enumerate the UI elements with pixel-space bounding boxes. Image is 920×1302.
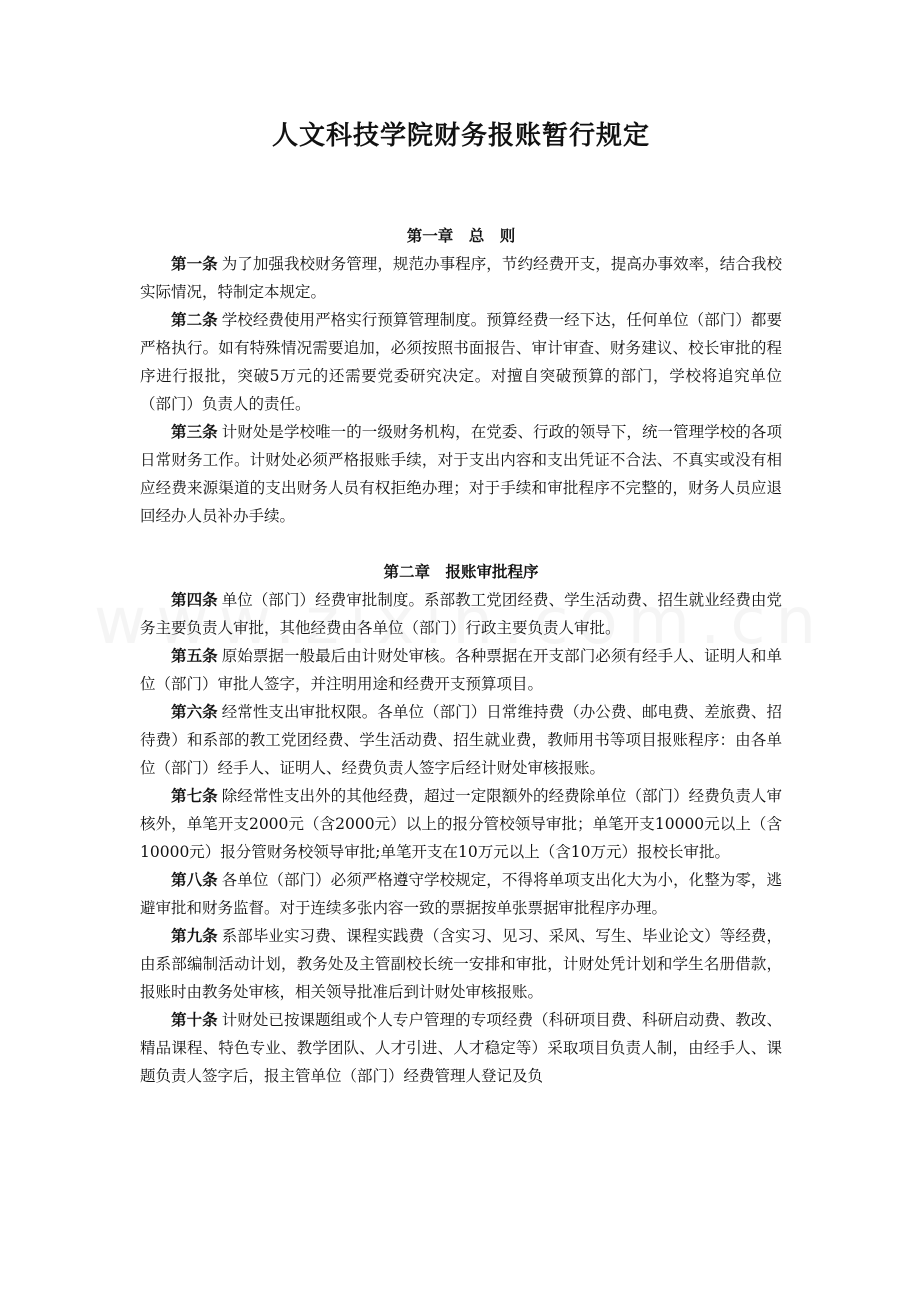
article-text: 除经常性支出外的其他经费，超过一定限额外的经费除单位（部门）经费负责人审核外，单笔开支2000元（含2000元）以上的报分管校领导审批；单笔开支10000元以上（含10000元）报分管财务校领导审批;单笔开支在10万元以上（含10万元）报校长审批。 xyxy=(140,787,782,861)
article-text: 各单位（部门）必须严格遵守学校规定，不得将单项支出化大为小，化整为零，逃避审批和财务监督。对于连续多张内容一致的票据按单张票据审批程序办理。 xyxy=(140,871,782,917)
article-number: 第十条 xyxy=(171,1010,218,1029)
article-8 xyxy=(140,866,782,922)
article-3 xyxy=(140,418,782,530)
article-number: 第九条 xyxy=(171,926,218,945)
article-9 xyxy=(140,922,782,1006)
chapter-1 xyxy=(140,222,782,530)
article-text: 原始票据一般最后由计财处审核。各种票据在开支部门必须有经手人、证明人和单位（部门）审批人签字，并注明用途和经费开支预算项目。 xyxy=(140,647,782,693)
article-6 xyxy=(140,698,782,782)
article-text: 计财处已按课题组或个人专户管理的专项经费（科研项目费、科研启动费、教改、精品课程、特色专业、教学团队、人才引进、人才稳定等）采取项目负责人制，由经手人、课题负责人签字后，报主管单位（部门）经费管理人登记及负 xyxy=(140,1011,782,1085)
article-number: 第七条 xyxy=(171,786,218,805)
article-text: 计财处是学校唯一的一级财务机构，在党委、行政的领导下，统一管理学校的各项日常财务工作。计财处必须严格报账手续，对于支出内容和支出凭证不合法、不真实或没有相应经费来源渠道的支出财务人员有权拒绝办理；对于手续和审批程序不完整的，财务人员应退回经办人员补办手续。 xyxy=(140,423,782,525)
article-4 xyxy=(140,586,782,642)
article-number: 第二条 xyxy=(171,310,218,329)
article-text: 单位（部门）经费审批制度。系部教工党团经费、学生活动费、招生就业经费由党务主要负责人审批，其他经费由各单位（部门）行政主要负责人审批。 xyxy=(140,591,782,637)
document-page xyxy=(140,0,782,1302)
article-number: 第五条 xyxy=(171,646,218,665)
document-body xyxy=(140,222,782,1090)
article-7 xyxy=(140,782,782,866)
article-number: 第一条 xyxy=(171,254,218,273)
article-number: 第四条 xyxy=(171,590,218,609)
chapter-heading: 第二章 报账审批程序 xyxy=(383,562,539,581)
chapter-spacer xyxy=(140,530,782,558)
article-text: 学校经费使用严格实行预算管理制度。预算经费一经下达，任何单位（部门）都要严格执行。如有特殊情况需要追加，必须按照书面报告、审计审查、财务建议、校长审批的程序进行报批，突破5万元的还需要党委研究决定。对擅自突破预算的部门，学校将追究单位（部门）负责人的责任。 xyxy=(140,311,782,413)
article-2 xyxy=(140,306,782,418)
article-1 xyxy=(140,250,782,306)
chapter-2 xyxy=(140,558,782,1090)
article-number: 第八条 xyxy=(171,870,218,889)
article-text: 为了加强我校财务管理，规范办事程序，节约经费开支，提高办事效率，结合我校实际情况，特制定本规定。 xyxy=(140,255,782,301)
article-5 xyxy=(140,642,782,698)
article-text: 经常性支出审批权限。各单位（部门）日常维持费（办公费、邮电费、差旅费、招待费）和系部的教工党团经费、学生活动费、招生就业费，教师用书等项目报账程序：由各单位（部门）经手人、证明人、经费负责人签字后经计财处审核报账。 xyxy=(140,703,782,777)
document-title: 人文科技学院财务报账暂行规定 xyxy=(271,121,650,151)
article-number: 第三条 xyxy=(171,422,218,441)
article-number: 第六条 xyxy=(171,702,218,721)
article-10 xyxy=(140,1006,782,1090)
article-text: 系部毕业实习费、课程实践费（含实习、见习、采风、写生、毕业论文）等经费，由系部编制活动计划，教务处及主管副校长统一安排和审批，计财处凭计划和学生名册借款，报账时由教务处审核，相关领导批准后到计财处审核报账。 xyxy=(140,927,782,1001)
chapter-heading: 第一章 总 则 xyxy=(406,226,516,245)
